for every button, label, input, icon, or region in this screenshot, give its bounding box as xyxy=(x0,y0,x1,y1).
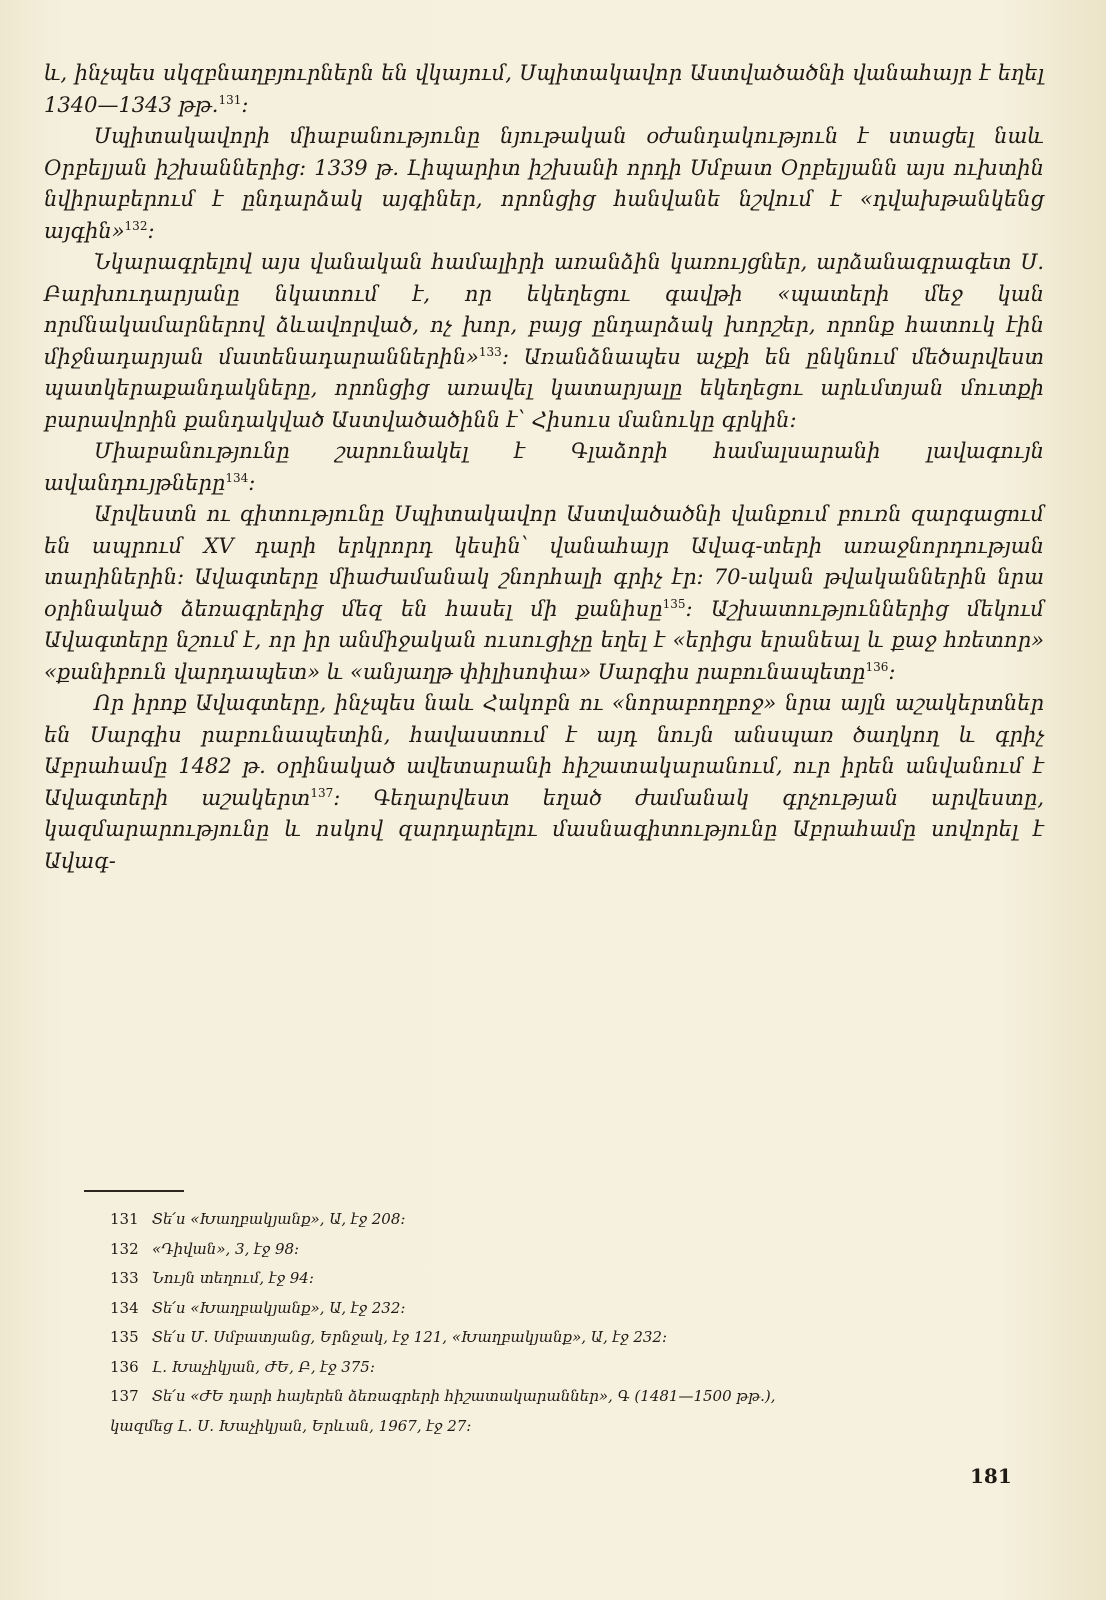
footnote-ref-136[interactable]: 136 xyxy=(865,659,889,674)
paragraph-1: և, ինչպես սկզբնաղբյուրներն են վկայում, Սպիտակավոր Աստվածածնի վանահայր է եղել 1340—1343 թթ.$^{131}$։ xyxy=(44,61,1044,117)
paragraph-5: Արվեստն ու գիտությունը Սպիտակավոր Աստվածածնի վանքում բուռն զարգացում են ապրում XV դարի երկրորդ կեսին՝ վանահայր Ավագ-տերի առաջնորդության տարիներին։ Ավագտերը միաժամանակ շնորհալի գրիչ էր։ 70-ական թվականներին նրա օրինակած ձեռագրերից մեզ են հասել մի քանիսը$^{135}$։ Աշխատություններից մեկում Ավագտերը նշում է, որ իր անմիջական ուսուցիչը եղել է «երիցս երանեալ և քաջ հռետոր» «քանիբուն վարդապետ» և «անյաղթ փիլիսոփա» Սարգիս րաբունապետը$^{136}$։ xyxy=(44,502,1045,684)
footnote-ref-132[interactable]: 132 xyxy=(124,218,148,233)
footnote-divider xyxy=(84,1190,184,1192)
footnote-136: 136 Լ. Խաչիկյան, ԺԵ, Բ, էջ 375։ xyxy=(110,1357,375,1376)
footnote-134: 134 Տե՛ս «Խաղբակյանք», Ա, էջ 232։ xyxy=(110,1298,406,1317)
paragraph-4: Միաբանությունը շարունակել է Գլաձորի համալսարանի լավագույն ավանդույթները$^{134}$։ xyxy=(44,439,1044,495)
footnote-ref-133[interactable]: 133 xyxy=(478,344,502,359)
footnote-137: 137 Տե՛ս «ԺԵ դարի հայերեն ձեռագրերի հիշատակարաններ», Գ (1481—1500 թթ.), xyxy=(110,1387,776,1405)
footnote-137-continuation: կազմեց Լ. Ս. Խաչիկյան, Երևան, 1967, էջ 27։ xyxy=(110,1416,472,1435)
footnote-132: 132 «Դիվան», 3, էջ 98։ xyxy=(110,1239,300,1258)
footnote-131: 131 Տե՛ս «Խաղբակյանք», Ա, էջ 208։ xyxy=(110,1210,406,1228)
footnote-ref-137[interactable]: 137 xyxy=(310,785,334,800)
footnote-ref-131[interactable]: 131 xyxy=(218,92,242,107)
footnote-135: 135 Տե՛ս Մ. Սմբատյանց, Երնջակ, էջ 121, «Խաղբակյանք», Ա, էջ 232։ xyxy=(110,1328,668,1346)
footnote-ref-135[interactable]: 135 xyxy=(662,596,686,611)
footnote-133: 133 Նույն տեղում, էջ 94։ xyxy=(110,1269,314,1287)
paragraph-3: Նկարագրելով այս վանական համալիրի առանձին կառույցներ, արձանագրագետ Ս. Բարխուդարյանը նկատում է, որ եկեղեցու գավթի «պատերի մեջ կան որմնակամարներով ձևավորված, ոչ խոր, բայց ընդարձակ խորշեր, որոնք հատուկ էին միջնադարյան մատենադարաններին»$^{133}$։ Առանձնապես աչքի են ընկնում մեծարվեստ պատկերաքանդակները, որոնցից առավել կատարյալը եկեղեցու արևմտյան մուտքի բարավորին քանդակված Աստվածածինն է՝ Հիսուս մանուկը գրկին։ xyxy=(44,250,1044,432)
body-text xyxy=(44,58,1044,877)
footnote-ref-134[interactable]: 134 xyxy=(225,470,249,485)
footnotes xyxy=(110,1205,1030,1441)
paragraph-6: Որ իրոք Ավագտերը, ինչպես նաև Հակոբն ու «նորաբողբոջ» նրա այլն աշակերտներ են Սարգիս րաբունապետին, հավաստում է այդ նույն անսպառ ծաղկող և գրիչ Աբրահամը 1482 թ. օրինակած ավետարանի հիշատակարանում, ուր իրեն անվանում է Ավագտերի աշակերտ$^{137}$։ Գեղարվեստ եղած ժամանակ գրչության արվեստը, կազմարարությունը և ոսկով զարդարելու մասնագիտությունը Աբրահամը սովորել է Ավագ- xyxy=(44,691,1044,873)
page-number: 181 xyxy=(970,1464,1012,1488)
paragraph-2: Սպիտակավորի միաբանությունը նյութական օժանդակություն է ստացել նաև Օրբելյան իշխաններից։ 1339 թ. Լիպարիտ իշխանի որդի Սմբատ Օրբելյանն այս ուխտին նվիրաբերում է ընդարձակ այգիներ, որոնցից հանվանե նշվում է «դվախթանկենց այգին»$^{132}$։ xyxy=(44,124,1044,243)
